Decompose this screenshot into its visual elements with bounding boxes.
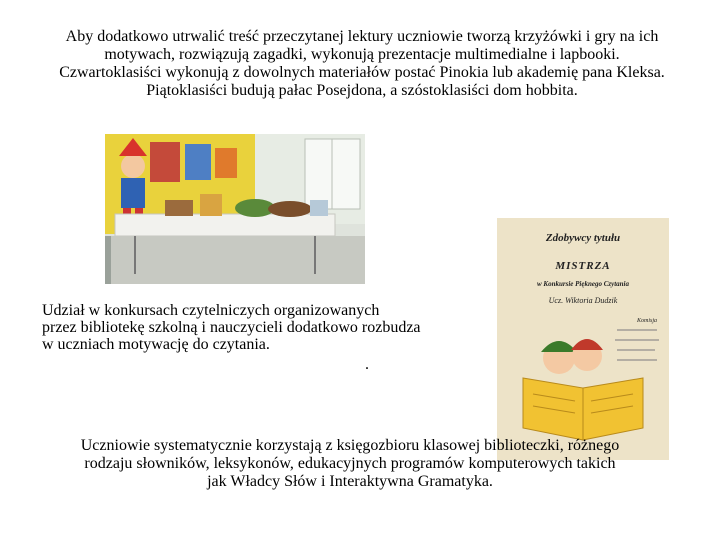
outro-line: rodzaju słowników, leksykonów, edukacyjnych programów komputerowych takich (84, 455, 616, 472)
outro-line: Uczniowie systematycznie korzystają z księgozbioru klasowej biblioteczki, różnego (80, 437, 620, 454)
intro-line: motywach, rozwiązują zagadki, wykonują prezentacje multimedialne i lapbooki. (104, 46, 620, 63)
contest-line: w uczniach motywację do czytania. (42, 336, 270, 353)
intro-paragraph (12, 28, 712, 100)
diploma-illustration (497, 218, 669, 460)
outro-paragraph (40, 437, 660, 491)
intro-line: Czwartoklasiści wykonują z dowolnych materiałów postać Pinokia lub akademię pana Kleksa. (59, 64, 665, 81)
exhibition-photo-drawing (105, 134, 365, 284)
diploma-title: Zdobywcy tytułu (545, 232, 621, 244)
outro-line: jak Władcy Słów i Interaktywna Gramatyka. (207, 473, 493, 490)
intro-line: Aby dodatkowo utrwalić treść przeczytanej lektury uczniowie tworzą krzyżówki i gry na ich (65, 28, 659, 45)
exhibition-photo (105, 134, 365, 284)
intro-line: Piątoklasiści budują pałac Posejdona, a szóstoklasiści dom hobbita. (146, 82, 578, 99)
diploma-rank: MISTRZA (555, 260, 611, 272)
pinocchio-head (121, 154, 145, 178)
contest-line: przez bibliotekę szkolną i nauczycieli dodatkowo rozbudza (42, 319, 421, 336)
contest-line: Udział w konkursach czytelniczych organizowanych (42, 302, 380, 319)
stray-dot: . (365, 356, 369, 373)
diploma-recipient: Ucz. Wiktoria Dudzik (548, 296, 618, 305)
diploma-photo (497, 218, 669, 460)
diploma-committee: Komisja (636, 318, 657, 324)
diploma-contest: w Konkursie Pięknego Czytania (537, 280, 629, 288)
contest-paragraph (42, 302, 482, 353)
display-table (115, 214, 335, 236)
